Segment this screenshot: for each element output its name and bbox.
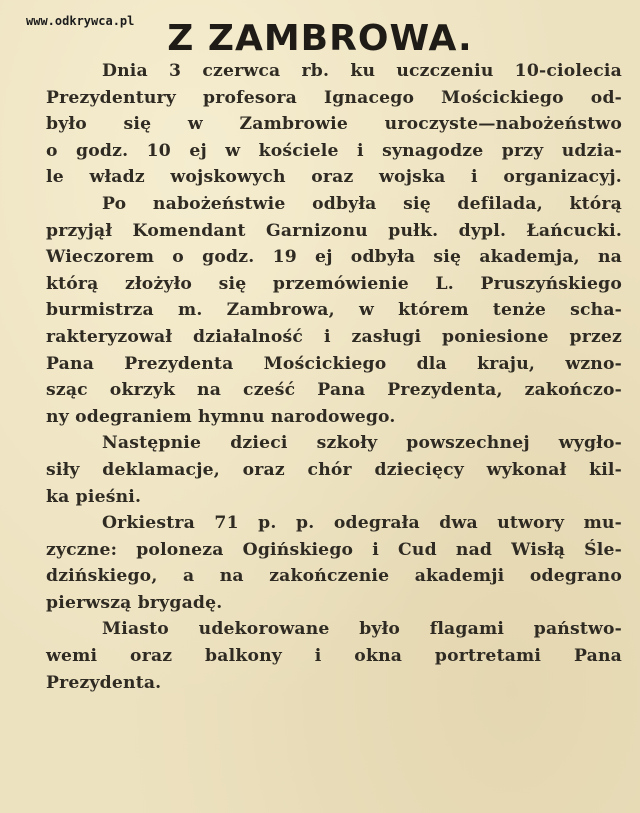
text-line: Dnia 3 czerwca rb. ku uczczeniu 10-ciolecia — [102, 61, 622, 81]
article-body — [46, 58, 622, 696]
text-line: Miasto udekorowane było flagami państwo- — [102, 619, 622, 640]
text-line: którą złożyło się przemówienie L. Pruszyńskiego — [46, 273, 622, 294]
text-line: było się w Zambrowie uroczyste—nabożeństwo — [46, 114, 622, 135]
text-line: rakteryzował działalność i zasługi poniesione przez — [46, 326, 622, 347]
text-line: Orkiestra 71 p. p. odegrała dwa utwory mu- — [102, 513, 622, 534]
text-line: burmistrza m. Zambrowa, w którem tenże scha- — [46, 300, 622, 321]
text-line: Po nabożeństwie odbyła się defilada, którą — [102, 193, 622, 214]
text-line: sząc okrzyk na cześć Pana Prezydenta, zakończo- — [46, 380, 622, 401]
text-line: dzińskiego, a na zakończenie akademji odegrano — [46, 566, 622, 587]
text-line: ny odegraniem hymnu narodowego. — [46, 406, 396, 427]
text-line: Pana Prezydenta Mościckiego dla kraju, wzno- — [46, 353, 622, 374]
text-line: ka pieśni. — [46, 486, 142, 507]
source-watermark: www.odkrywca.pl — [26, 14, 135, 28]
text-line: pierwszą brygadę. — [46, 592, 223, 613]
text-line: o godz. 10 ej w kościele i synagodze przy udzia- — [46, 140, 622, 161]
text-line: Wieczorem o godz. 19 ej odbyła się akademja, na — [46, 247, 622, 268]
text-line: przyjął Komendant Garnizonu pułk. dypl. Łańcucki. — [46, 220, 622, 241]
text-line: le władz wojskowych oraz wojska i organizacyj. — [46, 167, 622, 188]
article-headline: Z ZAMBROWA. — [167, 18, 473, 59]
text-line: wemi oraz balkony i okna portretami Pana — [46, 646, 622, 667]
text-line: siły deklamacje, oraz chór dziecięcy wykonał kil- — [46, 459, 622, 480]
text-line: Prezydentury profesora Ignacego Mościckiego od- — [46, 87, 622, 108]
text-line: Prezydenta. — [46, 672, 162, 693]
text-line: zyczne: poloneza Ogińskiego i Cud nad Wisłą Śle- — [46, 539, 622, 560]
text-line: Następnie dzieci szkoły powszechnej wygło- — [102, 433, 622, 454]
